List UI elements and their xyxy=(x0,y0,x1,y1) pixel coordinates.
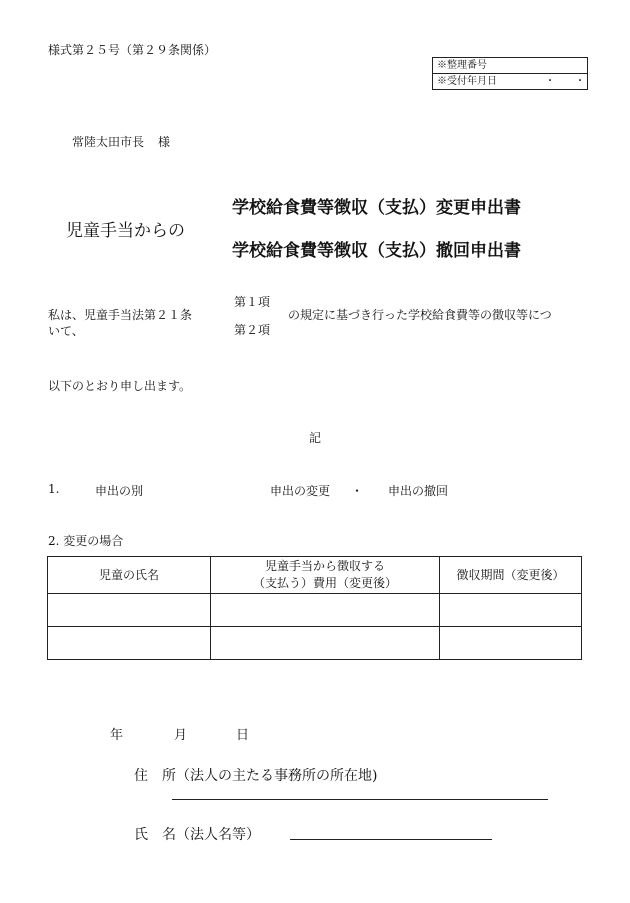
change-table xyxy=(47,556,582,660)
name-underline-field[interactable] xyxy=(290,839,492,840)
child-name-cell[interactable] xyxy=(48,594,211,627)
request-withdraw-option[interactable]: 申出の撤回 xyxy=(388,484,449,498)
clause-option-1: 第１項 xyxy=(234,295,271,309)
child-name-cell[interactable] xyxy=(48,627,211,660)
date-month-label: 月 xyxy=(174,728,188,743)
table-row xyxy=(48,627,582,660)
reference-row-date xyxy=(433,73,587,89)
option-separator: ・ xyxy=(351,484,364,498)
header-child-name: 児童の氏名 xyxy=(48,557,211,594)
item1-label: 申出の別 xyxy=(95,484,144,498)
reference-row-number xyxy=(433,58,587,73)
address-label: 住 所（法人の主たる事務所の所在地) xyxy=(134,768,378,784)
paragraph-closing: 以下のとおり申し出ます。 xyxy=(48,379,192,393)
paragraph-continuation: いて、 xyxy=(48,324,84,338)
paragraph-body: の規定に基づき行った学校給食費等の徴収等につ xyxy=(288,308,552,322)
period-cell[interactable] xyxy=(440,594,582,627)
fee-cell[interactable] xyxy=(211,594,440,627)
header-fee xyxy=(211,557,440,594)
form-number: 様式第２５号（第２９条関係） xyxy=(48,43,217,57)
change-table-header-row xyxy=(48,557,582,594)
item2-heading: 2. 変更の場合 xyxy=(48,534,124,548)
item1-number: 1. xyxy=(48,482,60,496)
title-prefix: 児童手当からの xyxy=(66,221,185,241)
addressee-name: 常陸太田市長 xyxy=(72,135,145,149)
header-fee-line2: （支払う）費用（変更後） xyxy=(252,576,397,590)
address-underline-field[interactable] xyxy=(172,799,548,800)
date-day-label: 日 xyxy=(236,728,250,743)
addressee-honorific: 様 xyxy=(158,135,171,149)
addressee xyxy=(72,133,170,150)
reference-date-dots: ・ ・ xyxy=(545,76,585,87)
title-option-change: 学校給食費等徴収（支払）変更申出書 xyxy=(232,198,521,218)
ki-heading: 記 xyxy=(309,431,322,445)
paragraph-intro: 私は、児童手当法第２１条 xyxy=(48,308,193,322)
reference-date-label: ※受付年月日 xyxy=(437,76,497,87)
period-cell[interactable] xyxy=(440,627,582,660)
request-change-option[interactable]: 申出の変更 xyxy=(270,484,331,498)
reference-box xyxy=(432,57,588,90)
date-year-label: 年 xyxy=(110,728,124,743)
header-fee-line1: 児童手当から徴収する xyxy=(264,559,385,573)
fee-cell[interactable] xyxy=(211,627,440,660)
clause-option-2: 第２項 xyxy=(234,323,271,337)
reference-number-label: ※整理番号 xyxy=(437,60,487,71)
title-option-withdraw: 学校給食費等徴収（支払）撤回申出書 xyxy=(232,241,521,261)
name-label: 氏 名（法人名等） xyxy=(134,827,260,843)
table-row xyxy=(48,594,582,627)
header-period: 徴収期間（変更後） xyxy=(440,557,582,594)
